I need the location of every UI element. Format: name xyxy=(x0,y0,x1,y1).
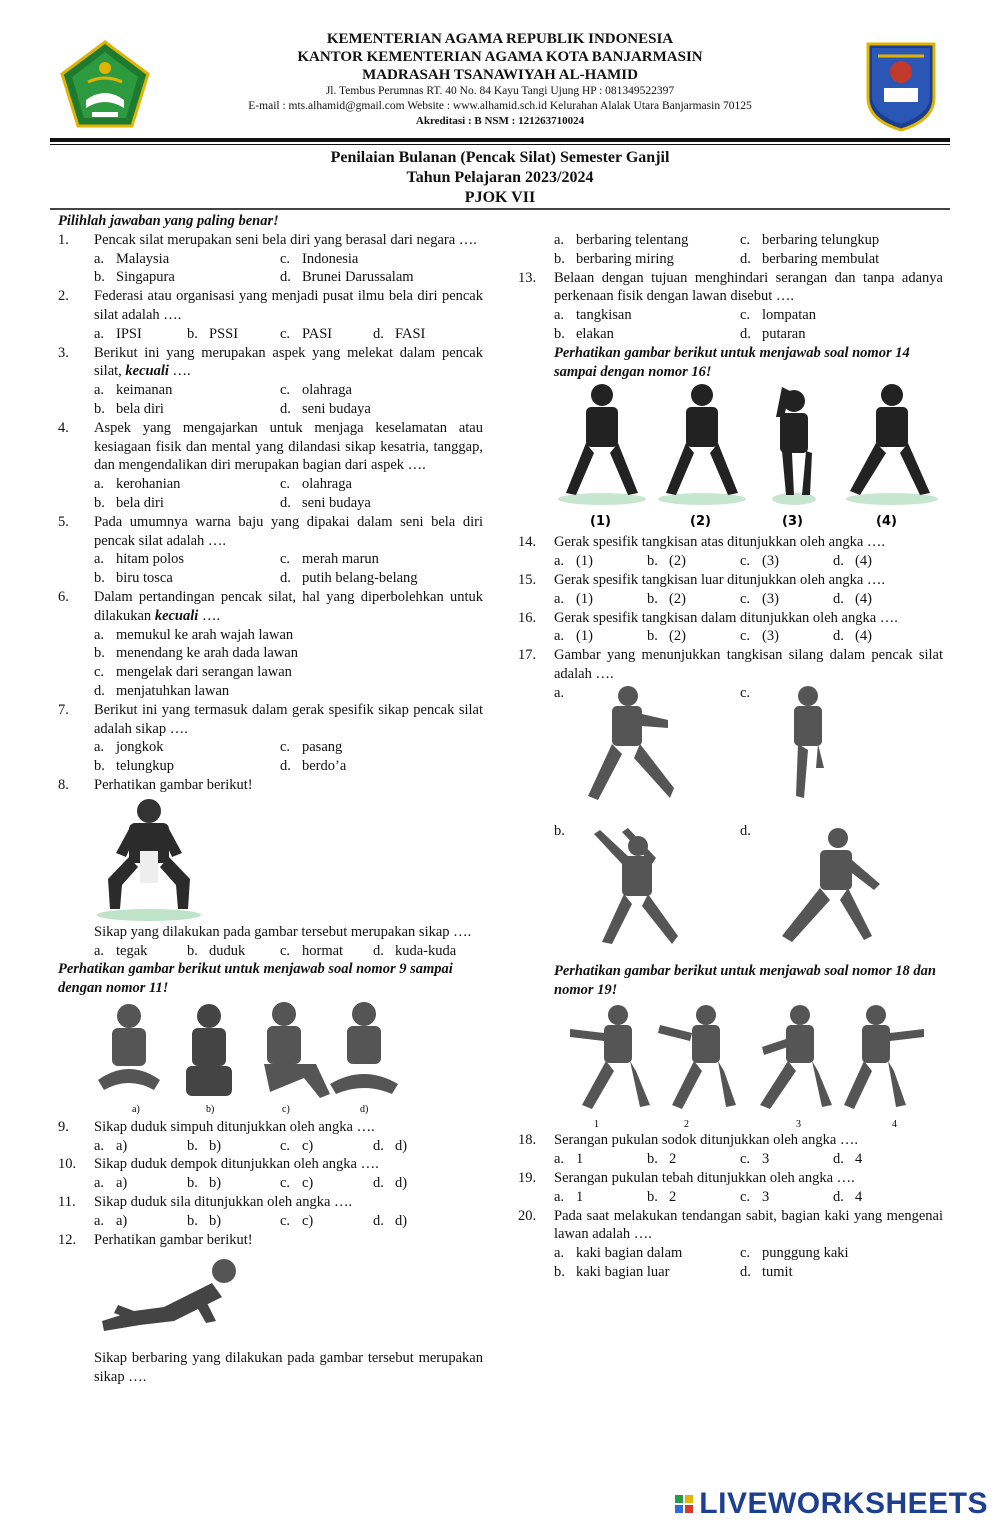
question-4: 4. Aspek yang mengajarkan untuk menjaga keselamatan atau kesiagaan fisik dan mental yang dilandasi sikap kesatria, tanggap, dan mengendalikan diri merupakan bagian dari aspek …. xyxy=(58,419,483,474)
option-6a[interactable]: memukul ke arah wajah lawan xyxy=(116,626,294,643)
option-6d[interactable]: menjatuhkan lawan xyxy=(116,682,230,699)
subject: PJOK VII xyxy=(464,189,536,206)
option-18a[interactable]: 1 xyxy=(576,1151,584,1168)
exam-title: Penilaian Bulanan (Pencak Silat) Semester Ganjil xyxy=(330,149,670,166)
option-10a[interactable]: a) xyxy=(116,1175,128,1192)
fig-label-2: (2) xyxy=(690,514,711,530)
option-2d[interactable]: FASI xyxy=(395,325,426,342)
option-20d[interactable]: tumit xyxy=(762,1263,793,1280)
option-1b[interactable]: Singapura xyxy=(116,269,175,286)
option-18d[interactable]: 4 xyxy=(855,1151,863,1168)
pose-17a-icon xyxy=(582,684,692,809)
note-9-11: Perhatikan gambar berikut untuk menjawab soal nomor 9 sampai dengan nomor 11! xyxy=(58,961,453,997)
lying-pose-figure xyxy=(94,1249,483,1349)
question-11: 11. Sikap duduk sila ditunjukkan oleh angka …. xyxy=(58,1194,353,1211)
option-7a[interactable]: jongkok xyxy=(116,739,164,756)
option-2a[interactable]: IPSI xyxy=(116,325,142,342)
block-poses-figure xyxy=(554,381,943,533)
question-13: 13. Belaan dengan tujuan menghindari serangan dan tanpa adanya perkenaan fisik dengan lawan disebut …. xyxy=(518,269,943,305)
kuda-kuda-pose-icon xyxy=(94,795,204,923)
option-15a[interactable]: (1) xyxy=(576,590,593,607)
option-7b[interactable]: telungkup xyxy=(116,758,174,775)
ministry-logo-icon xyxy=(58,38,153,133)
option-13d[interactable]: putaran xyxy=(762,325,806,342)
option-9c[interactable]: c) xyxy=(302,1137,314,1154)
option-20a[interactable]: kaki bagian dalam xyxy=(576,1245,683,1262)
option-19c[interactable]: 3 xyxy=(762,1188,770,1205)
question-10: 10. Sikap duduk dempok ditunjukkan oleh angka …. xyxy=(58,1156,379,1173)
option-19d[interactable]: 4 xyxy=(855,1188,863,1205)
question-12: 12. Perhatikan gambar berikut! xyxy=(58,1231,253,1248)
title-rule xyxy=(50,208,950,210)
pose-17d-icon xyxy=(768,824,898,954)
school-address: Jl. Tembus Perumnas RT. 40 No. 84 Kayu Tangi Ujung HP : 081349522397 xyxy=(325,85,675,97)
fig-label-n4: 4 xyxy=(892,1119,897,1130)
option-3c[interactable]: olahraga xyxy=(302,382,352,399)
accreditation: Akreditasi : B NSM : 121263710024 xyxy=(415,115,585,127)
letterhead xyxy=(50,30,950,145)
option-16a[interactable]: (1) xyxy=(576,628,593,645)
right-column: a. berbaring telentang c. berbaring telungkup b. berbaring miring d. berbaring membulat 13. Belaan dengan tujuan menghindari serangan dan tanpa adanya perkenaan fisik dengan lawan disebut …. a. tangkisan c. lompatan b. elakan d. putaran Perhatikan gambar berikut untuk menjawab soal nomor 14 sampai dengan nomor 16! (1) (2) (3) (4) 14. Gerak spesifik tangkisan atas ditunjukkan oleh angka …. a. (1) b. (2) c. (3) d. (4) 15. Gerak spesifik tangkisan luar ditunjukkan oleh angka …. a. (1) b. (2) c. (3) d. (4) 16. Gerak spesifik tangkisan dalam ditunjukkan oleh angka …. a. (1) b. (2) c. (3) d. (4) 17. Gambar yang menunjukkan tangkisan silang dalam pencak silat adalah …. a. c. b. d. Perhatikan gambar berikut untuk menjawab soal nomor 18 dan nomor 19! 1 2 3 4 18. Serangan pukulan sodok ditunjukkan oleh angka …. a. 1 b. 2 c. 3 d. 4 19. Serangan pukulan tebah ditunjukkan oleh angka …. a. 1 b. 2 c. 3 d. 4 20. Pada saat melakukan tendangan sabit, bagian kaki yang mengenai lawan adalah …. a. kaki bagian dalam c. punggung kaki b. kaki bagian luar d. tumit xyxy=(518,232,943,1280)
question-3: 3. Berikut ini yang merupakan aspek yang melekat dalam pencak silat, kecuali …. xyxy=(58,344,483,380)
option-11c[interactable]: c) xyxy=(302,1212,314,1229)
pose-17b-icon xyxy=(582,824,702,954)
option-10b[interactable]: b) xyxy=(209,1175,222,1192)
option-17b[interactable]: b. xyxy=(554,822,565,839)
option-19b[interactable]: 2 xyxy=(669,1188,677,1205)
side-lying-pose-icon xyxy=(94,1249,254,1345)
horse-stance-figure xyxy=(94,795,483,923)
option-11a[interactable]: a) xyxy=(116,1212,128,1229)
option-4c[interactable]: olahraga xyxy=(302,476,352,493)
ministry-name: KEMENTERIAN AGAMA REPUBLIK INDONESIA xyxy=(326,31,674,47)
fig-label-c: c) xyxy=(282,1103,290,1115)
note-14-16: Perhatikan gambar berikut untuk menjawab soal nomor 14 sampai dengan nomor 16! xyxy=(554,344,910,380)
option-3d[interactable]: seni budaya xyxy=(302,400,371,417)
option-17d[interactable]: d. xyxy=(740,822,751,839)
option-18c[interactable]: 3 xyxy=(762,1151,770,1168)
option-17a[interactable]: a. xyxy=(554,684,565,701)
option-4a[interactable]: kerohanian xyxy=(116,476,181,493)
option-14d[interactable]: (4) xyxy=(855,553,872,570)
question-8: 8. Perhatikan gambar berikut! xyxy=(58,776,253,793)
fig-label-n2: 2 xyxy=(684,1119,689,1130)
fig-label-a: a) xyxy=(132,1103,140,1115)
option-1d[interactable]: Brunei Darussalam xyxy=(302,269,414,286)
option-9b[interactable]: b) xyxy=(209,1137,222,1154)
question-14: 14. Gerak spesifik tangkisan atas ditunjukkan oleh angka …. xyxy=(518,534,886,551)
option-4d[interactable]: seni budaya xyxy=(302,494,371,511)
sitting-poses-figure xyxy=(94,998,483,1118)
question-2: 2. Federasi atau organisasi yang menjadi pusat ilmu bela diri pencak silat adalah …. xyxy=(58,288,483,323)
question-6: 6. Dalam pertandingan pencak silat, hal yang diperbolehkan untuk dilakukan kecuali …. xyxy=(58,588,483,624)
question-1: 1. Pencak silat merupakan seni bela diri yang berasal dari negara …. xyxy=(58,231,477,248)
option-12c[interactable]: berbaring telungkup xyxy=(762,232,880,248)
option-13c[interactable]: lompatan xyxy=(762,307,816,324)
option-15d[interactable]: (4) xyxy=(855,590,872,607)
question-20: 20. Pada saat melakukan tendangan sabit, bagian kaki yang mengenai lawan adalah …. xyxy=(518,1207,943,1243)
option-20b[interactable]: kaki bagian luar xyxy=(576,1263,670,1280)
question-17: 17. Gambar yang menunjukkan tangkisan silang dalam pencak silat adalah …. xyxy=(518,647,943,682)
school-contact: E-mail : mts.alhamid@gmail.com Website : www.alhamid.sch.id Kelurahan Alalak Utara Banjarmasin 70125 xyxy=(248,100,752,112)
pose-17c-icon xyxy=(768,684,848,809)
left-column: Pilihlah jawaban yang paling benar! 1. Pencak silat merupakan seni bela diri yang berasal dari negara …. a. Malaysia c. Indonesia b. Singapura d. Brunei Darussalam 2. Federasi atau organisasi yang menjadi pusat ilmu bela diri pencak silat adalah …. a. IPSI b. PSSI c. PASI d. FASI 3. Berikut ini yang merupakan aspek yang melekat dalam pencak silat, kecuali …. a. keimanan c. olahraga b. bela diri d. seni budaya 4. Aspek yang mengajarkan untuk menjaga keselamatan atau kesiagaan fisik dan mental yang dilandasi sikap kesatria, tanggap, dan mengendalikan diri merupakan bagian dari aspek …. a. kerohanian c. olahraga b. bela diri d. seni budaya 5. Pada umumnya warna baju yang dipakai dalam seni bela diri pencak silat adalah …. a. hitam polos c. merah marun b. biru tosca d. putih belang-belang 6. Dalam pertandingan pencak silat, hal yang diperbolehkan untuk dilakukan kecuali …. a. memukul ke arah wajah lawan b. menendang ke arah dada lawan c. mengelak dari serangan lawan d. menjatuhkan lawan 7. Berikut ini yang termasuk dalam gerak spesifik sikap pencak silat adalah sikap …. a. jongkok c. pasang b. telungkup d. berdo’a 8. Perhatikan gambar berikut! Sikap yang dilakukan pada gambar tersebut merupakan sikap …. a. tegak b. duduk c. hormat d. kuda-kuda Perhatikan gambar berikut untuk menjawab soal nomor 9 sampai dengan nomor 11! a) b) c) d) 9. Sikap duduk simpuh ditunjukkan oleh angka …. a. a) b. b) c. c) d. d) 10. Sikap duduk dempok ditunjukkan oleh angka …. a. a) b. b) c. c) d. d) 11. Sikap duduk sila ditunjukkan oleh angka …. a. a) b. b) c. c) d. d) 12. Perhatikan gambar berikut! Sikap berbaring yang dilakukan pada gambar tersebut merupakan sikap …. xyxy=(58,213,483,1386)
option-2c[interactable]: PASI xyxy=(302,325,333,342)
option-12a[interactable]: berbaring telentang xyxy=(576,232,689,248)
option-20c[interactable]: punggung kaki xyxy=(762,1245,849,1262)
sitting-poses-icon xyxy=(94,998,414,1116)
option-9d[interactable]: d) xyxy=(395,1137,408,1154)
option-16b[interactable]: (2) xyxy=(669,628,686,645)
option-9a[interactable]: a) xyxy=(116,1137,128,1154)
option-10c[interactable]: c) xyxy=(302,1175,314,1192)
option-14b[interactable]: (2) xyxy=(669,553,686,570)
fig-label-n1: 1 xyxy=(594,1119,599,1130)
fig-label-4: (4) xyxy=(876,514,897,530)
option-16d[interactable]: (4) xyxy=(855,628,872,645)
question-8-stem: Sikap yang dilakukan pada gambar tersebut merupakan sikap …. xyxy=(94,923,472,940)
office-name: KANTOR KEMENTERIAN AGAMA KOTA BANJARMASIN xyxy=(297,49,703,65)
header-rule-thin xyxy=(50,144,950,145)
option-19a[interactable]: 1 xyxy=(576,1188,584,1205)
option-12b[interactable]: berbaring miring xyxy=(576,250,674,267)
school-emblem-icon xyxy=(862,38,940,133)
option-15c[interactable]: (3) xyxy=(762,590,779,607)
school-name: MADRASAH TSANAWIYAH AL-HAMID xyxy=(362,67,638,83)
option-2b[interactable]: PSSI xyxy=(209,325,239,342)
option-16c[interactable]: (3) xyxy=(762,628,779,645)
option-3b[interactable]: bela diri xyxy=(116,400,164,417)
instruction: Pilihlah jawaban yang paling benar! xyxy=(58,213,279,229)
option-7d[interactable]: berdo’a xyxy=(302,758,347,775)
option-6b[interactable]: menendang ke arah dada lawan xyxy=(116,645,298,662)
option-8d[interactable]: kuda-kuda xyxy=(395,942,457,959)
question-5: 5. Pada umumnya warna baju yang dipakai dalam seni bela diri pencak silat adalah …. xyxy=(58,513,483,549)
liveworksheets-logo[interactable] xyxy=(675,1487,988,1521)
option-6c[interactable]: mengelak dari serangan lawan xyxy=(116,664,292,681)
option-8c[interactable]: hormat xyxy=(302,942,344,959)
option-18b[interactable]: 2 xyxy=(669,1151,677,1168)
option-14c[interactable]: (3) xyxy=(762,553,779,570)
cross-block-figures xyxy=(554,684,943,962)
option-13a[interactable]: tangkisan xyxy=(576,307,632,324)
question-9: 9. Sikap duduk simpuh ditunjukkan oleh angka …. xyxy=(58,1118,375,1135)
option-14a[interactable]: (1) xyxy=(576,553,593,570)
question-15: 15. Gerak spesifik tangkisan luar ditunjukkan oleh angka …. xyxy=(518,571,886,588)
option-1a[interactable]: Malaysia xyxy=(116,250,170,267)
question-19: 19. Serangan pukulan tebah ditunjukkan oleh angka …. xyxy=(518,1169,855,1186)
option-5d[interactable]: putih belang-belang xyxy=(302,570,418,587)
note-18-19: Perhatikan gambar berikut untuk menjawab soal nomor 18 dan nomor 19! xyxy=(554,962,936,998)
option-3a[interactable]: keimanan xyxy=(116,382,173,399)
fig-label-1: (1) xyxy=(590,514,611,530)
school-year: Tahun Pelajaran 2023/2024 xyxy=(406,169,594,186)
fig-label-3: (3) xyxy=(782,514,803,530)
question-7: 7. Berikut ini yang termasuk dalam gerak spesifik sikap pencak silat adalah sikap …. xyxy=(58,701,483,737)
option-5c[interactable]: merah marun xyxy=(302,551,379,568)
option-8a[interactable]: tegak xyxy=(116,942,148,959)
option-5b[interactable]: biru tosca xyxy=(116,570,173,587)
header-rule-thick xyxy=(50,138,950,142)
fig-label-b: b) xyxy=(206,1103,215,1115)
option-13b[interactable]: elakan xyxy=(576,325,614,342)
option-11d[interactable]: d) xyxy=(395,1212,408,1229)
liveworksheets-text: LIVEWORKSHEETS xyxy=(699,1487,988,1520)
option-10d[interactable]: d) xyxy=(395,1175,408,1192)
punch-poses-figure xyxy=(554,999,943,1131)
fig-label-d: d) xyxy=(360,1103,369,1115)
option-4b[interactable]: bela diri xyxy=(116,494,164,511)
question-16: 16. Gerak spesifik tangkisan dalam ditunjukkan oleh angka …. xyxy=(518,609,898,626)
liveworksheets-squares-icon xyxy=(675,1495,693,1513)
option-5a[interactable]: hitam polos xyxy=(116,551,185,568)
option-11b[interactable]: b) xyxy=(209,1212,222,1229)
option-17c[interactable]: c. xyxy=(740,684,751,701)
option-12d[interactable]: berbaring membulat xyxy=(762,250,880,267)
fig-label-n3: 3 xyxy=(796,1119,801,1130)
question-12-stem: Sikap berbaring yang dilakukan pada gambar tersebut merupakan sikap …. xyxy=(94,1350,483,1386)
option-7c[interactable]: pasang xyxy=(302,739,343,756)
pukulan-poses-icon xyxy=(554,999,944,1129)
option-8b[interactable]: duduk xyxy=(209,942,246,959)
question-18: 18. Serangan pukulan sodok ditunjukkan oleh angka …. xyxy=(518,1132,859,1149)
option-1c[interactable]: Indonesia xyxy=(302,250,359,267)
option-15b[interactable]: (2) xyxy=(669,590,686,607)
tangkisan-poses-icon xyxy=(554,381,944,531)
